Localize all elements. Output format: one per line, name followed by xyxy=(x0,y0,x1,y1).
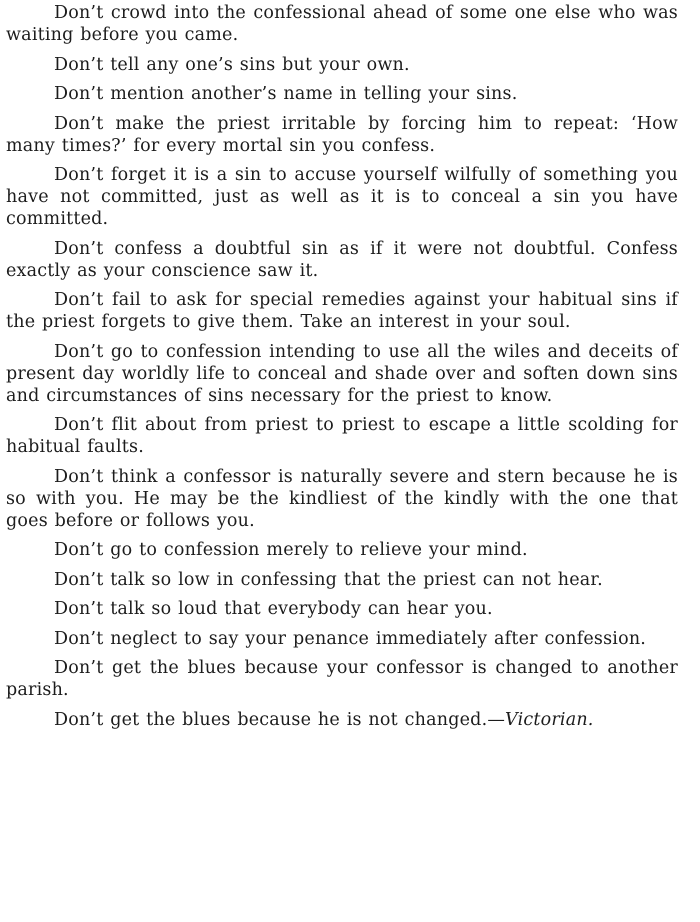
paragraph-penance: Don’t neglect to say your penance immediately after confession. xyxy=(54,628,647,649)
paragraph-waiting-turn: Don’t crowd into the confessional ahead of some one else who was waiting before you came. xyxy=(6,3,678,45)
paragraph-deceits: Don’t go to confession intending to use all the wiles and deceits of present day worldly life to conceal and shade over and soften down sins and circumstances of sins necessary for the priest to know. xyxy=(6,341,678,406)
paragraph-priest-to-priest: Don’t flit about from priest to priest to escape a little scolding for habitual faults. xyxy=(6,415,678,457)
paragraph-how-many-times: Don’t make the priest irritable by forcing him to repeat: ‘How many times?’ for every mortal sin you confess. xyxy=(6,113,678,156)
paragraph-talk-loud: Don’t talk so loud that everybody can hear you. xyxy=(54,599,493,619)
paragraph-remedies: Don’t fail to ask for special remedies against your habitual sins if the priest forgets to give them. Take an interest in your soul. xyxy=(6,290,678,332)
paragraph-talk-low: Don’t talk so low in confessing that the priest can not hear. xyxy=(54,569,603,590)
signature-dash: — xyxy=(487,709,506,730)
paragraph-doubtful-sin: Don’t confess a doubtful sin as if it were not doubtful. Confess exactly as your conscience saw it. xyxy=(6,238,678,281)
paragraph-not-changed xyxy=(6,709,678,731)
paragraph-own-sins: Don’t tell any one’s sins but your own. xyxy=(54,54,410,75)
final-sentence: Don’t get the blues because he is not changed. xyxy=(54,709,488,730)
paragraph-relieve-mind: Don’t go to confession merely to relieve your mind. xyxy=(54,540,528,560)
paragraph-severe-confessor: Don’t think a confessor is naturally severe and stern because he is so with you. He may be the kindliest of the kindly with the one that goes before or follows you. xyxy=(6,466,678,531)
signature: Victorian. xyxy=(505,709,594,730)
paragraph-names: Don’t mention another’s name in telling your sins. xyxy=(54,84,518,104)
paragraph-false-accusation: Don’t forget it is a sin to accuse yourself wilfully of something you have not committed, just as well as it is to conceal a sin you have committed. xyxy=(6,165,678,229)
paragraph-confessor-changed: Don’t get the blues because your confessor is changed to another parish. xyxy=(6,658,678,700)
